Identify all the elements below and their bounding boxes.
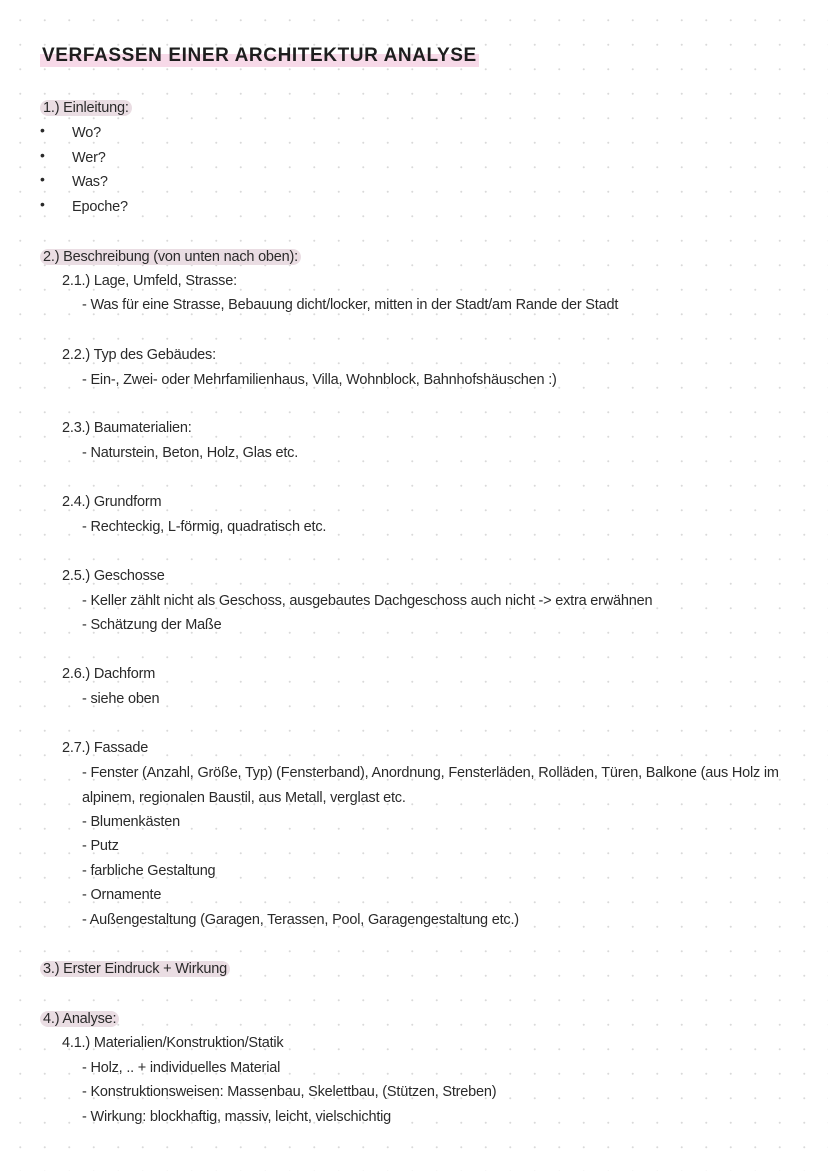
subheading: 2.6.) Dachform (62, 666, 156, 682)
bullet-icon: • (40, 196, 45, 212)
page-title: VERFASSEN EINER ARCHITEKTUR ANALYSE (42, 45, 477, 66)
list-item: Wer? (72, 150, 106, 166)
text-line: - Keller zählt nicht als Geschoss, ausgebautes Dachgeschoss auch nicht -> extra erwähnen (82, 593, 653, 609)
section-heading-eindruck: 3.) Erster Eindruck + Wirkung (40, 958, 230, 980)
text-line: - Schätzung der Maße (82, 617, 222, 633)
text-line: - Wirkung: blockhaftig, massiv, leicht, vielschichtig (82, 1109, 392, 1125)
text-line: - Außengestaltung (Garagen, Terassen, Pool, Garagengestaltung etc.) (82, 912, 519, 928)
text-line: - Putz (82, 838, 119, 854)
list-item: Was? (72, 174, 108, 190)
subheading: 2.3.) Baumaterialien: (62, 420, 192, 436)
text-line: - Rechteckig, L-förmig, quadratisch etc. (82, 519, 327, 535)
bullet-icon: • (40, 147, 45, 163)
text-line: - Was für eine Strasse, Bebauung dicht/locker, mitten in der Stadt/am Rande der Stadt (82, 297, 619, 313)
subheading: 2.5.) Geschosse (62, 568, 165, 584)
section-heading-analyse: 4.) Analyse: (40, 1008, 119, 1030)
subheading: 2.4.) Grundform (62, 494, 162, 510)
subheading: 2.1.) Lage, Umfeld, Strasse: (62, 273, 237, 289)
text-line: - Ornamente (82, 887, 162, 903)
subheading: 2.7.) Fassade (62, 740, 149, 756)
text-line: - Holz, .. + individuelles Material (82, 1060, 281, 1076)
text-line: - Ein-, Zwei- oder Mehrfamilienhaus, Villa, Wohnblock, Bahnhofshäuschen :) (82, 372, 557, 388)
text-line: - Fenster (Anzahl, Größe, Typ) (Fensterband), Anordnung, Fensterläden, Rolläden, Türen, Balkone (aus Holz im (82, 765, 779, 781)
subheading: 2.2.) Typ des Gebäudes: (62, 347, 216, 363)
text-line: - Naturstein, Beton, Holz, Glas etc. (82, 445, 299, 461)
section-heading-einleitung: 1.) Einleitung: (40, 97, 132, 119)
list-item: Wo? (72, 125, 101, 141)
text-line: - Blumenkästen (82, 814, 180, 830)
subheading: 4.1.) Materialien/Konstruktion/Statik (62, 1035, 284, 1051)
text-line: - siehe oben (82, 691, 160, 707)
text-line: - Konstruktionsweisen: Massenbau, Skelettbau, (Stützen, Streben) (82, 1084, 497, 1100)
section-heading-beschreibung: 2.) Beschreibung (von unten nach oben): (40, 246, 301, 268)
list-item: Epoche? (72, 199, 128, 215)
bullet-icon: • (40, 171, 45, 187)
bullet-icon: • (40, 122, 45, 138)
text-line: alpinem, regionalen Baustil, aus Metall, verglast etc. (82, 790, 406, 806)
text-line: - farbliche Gestaltung (82, 863, 216, 879)
